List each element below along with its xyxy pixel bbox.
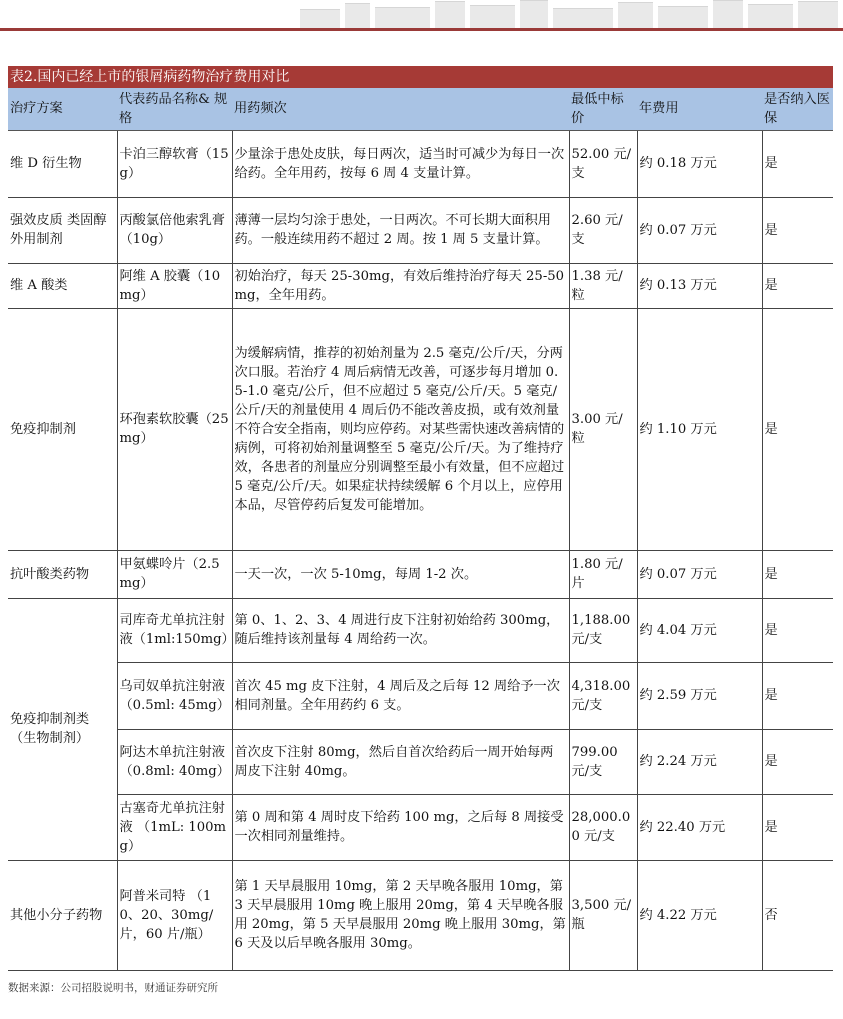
cell-category: 维 A 酸类 xyxy=(8,263,117,308)
cell-insured: 是 xyxy=(762,197,833,263)
cell-drug: 阿维 A 胶囊（10mg） xyxy=(117,263,232,308)
header-price: 最低中标价 xyxy=(569,88,637,130)
cell-drug: 乌司奴单抗注射液 （0.5ml: 45mg） xyxy=(117,662,232,729)
table-row xyxy=(8,308,833,550)
table-title: 表2.国内已经上市的银屑病药物治疗费用对比 xyxy=(8,66,833,88)
cell-frequency: 初始治疗，每天 25-30mg，有效后维持治疗每天 25-50mg，全年用药。 xyxy=(232,263,569,308)
cell-insured: 是 xyxy=(762,308,833,550)
cell-annual-cost: 约 2.24 万元 xyxy=(637,729,762,794)
cell-frequency: 薄薄一层均匀涂于患处，一日两次。不可长期大面积用药。一般连续用药不超过 2 周。按 1 周 5 支量计算。 xyxy=(232,197,569,263)
cell-frequency: 第 0 周和第 4 周时皮下给药 100 mg，之后每 8 周接受一次相同剂量维持。 xyxy=(232,794,569,860)
cell-annual-cost: 约 0.07 万元 xyxy=(637,197,762,263)
cell-drug: 甲氨蝶呤片（2.5mg） xyxy=(117,550,232,598)
cell-price: 799.00 元/支 xyxy=(569,729,637,794)
header-treatment: 治疗方案 xyxy=(8,88,117,130)
cell-annual-cost: 约 2.59 万元 xyxy=(637,662,762,729)
cell-insured: 是 xyxy=(762,598,833,662)
header-rule xyxy=(0,28,843,31)
cell-price: 1.80 元/片 xyxy=(569,550,637,598)
cell-insured: 是 xyxy=(762,794,833,860)
cell-drug: 古塞奇尤单抗注射液 （1mL: 100mg） xyxy=(117,794,232,860)
drug-cost-table xyxy=(8,88,833,971)
cell-annual-cost: 约 4.04 万元 xyxy=(637,598,762,662)
cell-category: 免疫抑制剂 xyxy=(8,308,117,550)
cell-frequency: 为缓解病情，推荐的初始剂量为 2.5 毫克/公斤/天，分两次口服。若治疗 4 周后病情无改善，可逐步每月增加 0.5-1.0 毫克/公斤，但不应超过 5 毫克/公斤/天。5 毫克/公斤/天的剂量使用 4 周后仍不能改善皮损，或有效剂量不符合安全指南，则均应停药。对某些需快速改善病情的病例，可将初始剂量调整至 5 毫克/公斤/天。为了维持疗效，各患者的剂量应分别调整至最小有效量，但不应超过 5 毫克/公斤/天。如果症状持续缓解 6 个月以上，应停用本品，尽管停药后复发可能增加。 xyxy=(232,308,569,550)
header-annual-cost: 年费用 xyxy=(637,88,762,130)
cell-frequency: 首次皮下注射 80mg，然后自首次给药后一周开始每两周皮下注射 40mg。 xyxy=(232,729,569,794)
cell-annual-cost: 约 0.13 万元 xyxy=(637,263,762,308)
cell-category: 免疫抑制剂类（生物制剂） xyxy=(8,598,117,860)
cell-price: 2.60 元/支 xyxy=(569,197,637,263)
cell-drug: 阿达木单抗注射液 （0.8ml: 40mg） xyxy=(117,729,232,794)
cell-insured: 是 xyxy=(762,729,833,794)
table-row xyxy=(8,197,833,263)
cell-price: 1,188.00 元/支 xyxy=(569,598,637,662)
cell-insured: 是 xyxy=(762,662,833,729)
table-row xyxy=(8,662,833,729)
header-frequency: 用药频次 xyxy=(232,88,569,130)
cell-annual-cost: 约 0.07 万元 xyxy=(637,550,762,598)
header-drug: 代表药品名称& 规格 xyxy=(117,88,232,130)
cell-insured: 是 xyxy=(762,130,833,197)
table-row xyxy=(8,263,833,308)
cell-category: 维 D 衍生物 xyxy=(8,130,117,197)
cell-category: 强效皮质 类固醇外用制剂 xyxy=(8,197,117,263)
cell-frequency: 第 1 天早晨服用 10mg，第 2 天早晚各服用 10mg，第 3 天早晨服用 10mg 晚上服用 20mg，第 4 天早晚各服用 20mg，第 5 天早晨服用 20mg 晚上服用 30mg，第 6 天及以后早晚各服用 30mg。 xyxy=(232,860,569,970)
cell-insured: 是 xyxy=(762,550,833,598)
cell-drug: 司库奇尤单抗注射液（1ml:150mg） xyxy=(117,598,232,662)
cell-drug: 丙酸氯倍他索乳膏（10g） xyxy=(117,197,232,263)
cell-drug: 环孢素软胶囊（25mg） xyxy=(117,308,232,550)
table-row xyxy=(8,550,833,598)
table-row xyxy=(8,729,833,794)
source-note: 数据来源：公司招股说明书，财通证券研究所 xyxy=(8,982,218,994)
cell-price: 1.38 元/粒 xyxy=(569,263,637,308)
cell-insured: 是 xyxy=(762,263,833,308)
cell-drug: 卡泊三醇软膏（15g） xyxy=(117,130,232,197)
cell-drug: 阿普米司特 （10、20、30mg/片，60 片/瓶） xyxy=(117,860,232,970)
table-row xyxy=(8,794,833,860)
cell-category: 其他小分子药物 xyxy=(8,860,117,970)
cell-price: 3.00 元/粒 xyxy=(569,308,637,550)
cell-annual-cost: 约 4.22 万元 xyxy=(637,860,762,970)
cell-price: 28,000.00 元/支 xyxy=(569,794,637,860)
cell-annual-cost: 约 22.40 万元 xyxy=(637,794,762,860)
cell-price: 4,318.00 元/支 xyxy=(569,662,637,729)
header-insurance: 是否纳入医保 xyxy=(762,88,833,130)
cell-annual-cost: 约 1.10 万元 xyxy=(637,308,762,550)
cell-insured: 否 xyxy=(762,860,833,970)
cell-annual-cost: 约 0.18 万元 xyxy=(637,130,762,197)
cell-price: 52.00 元/支 xyxy=(569,130,637,197)
cell-frequency: 少量涂于患处皮肤，每日两次，适当时可减少为每日一次给药。全年用药，按每 6 周 4 支量计算。 xyxy=(232,130,569,197)
table-header-row xyxy=(8,88,833,130)
table-row xyxy=(8,860,833,970)
cell-frequency: 首次 45 mg 皮下注射，4 周后及之后每 12 周给予一次相同剂量。全年用药约 6 支。 xyxy=(232,662,569,729)
cell-frequency: 一天一次，一次 5-10mg，每周 1-2 次。 xyxy=(232,550,569,598)
cell-frequency: 第 0、1、2、3、4 周进行皮下注射初始给药 300mg，随后维持该剂量每 4 周给药一次。 xyxy=(232,598,569,662)
cell-category: 抗叶酸类药物 xyxy=(8,550,117,598)
table-row xyxy=(8,130,833,197)
header-banner-decoration xyxy=(0,0,843,28)
table-row xyxy=(8,598,833,662)
cell-price: 3,500 元/瓶 xyxy=(569,860,637,970)
